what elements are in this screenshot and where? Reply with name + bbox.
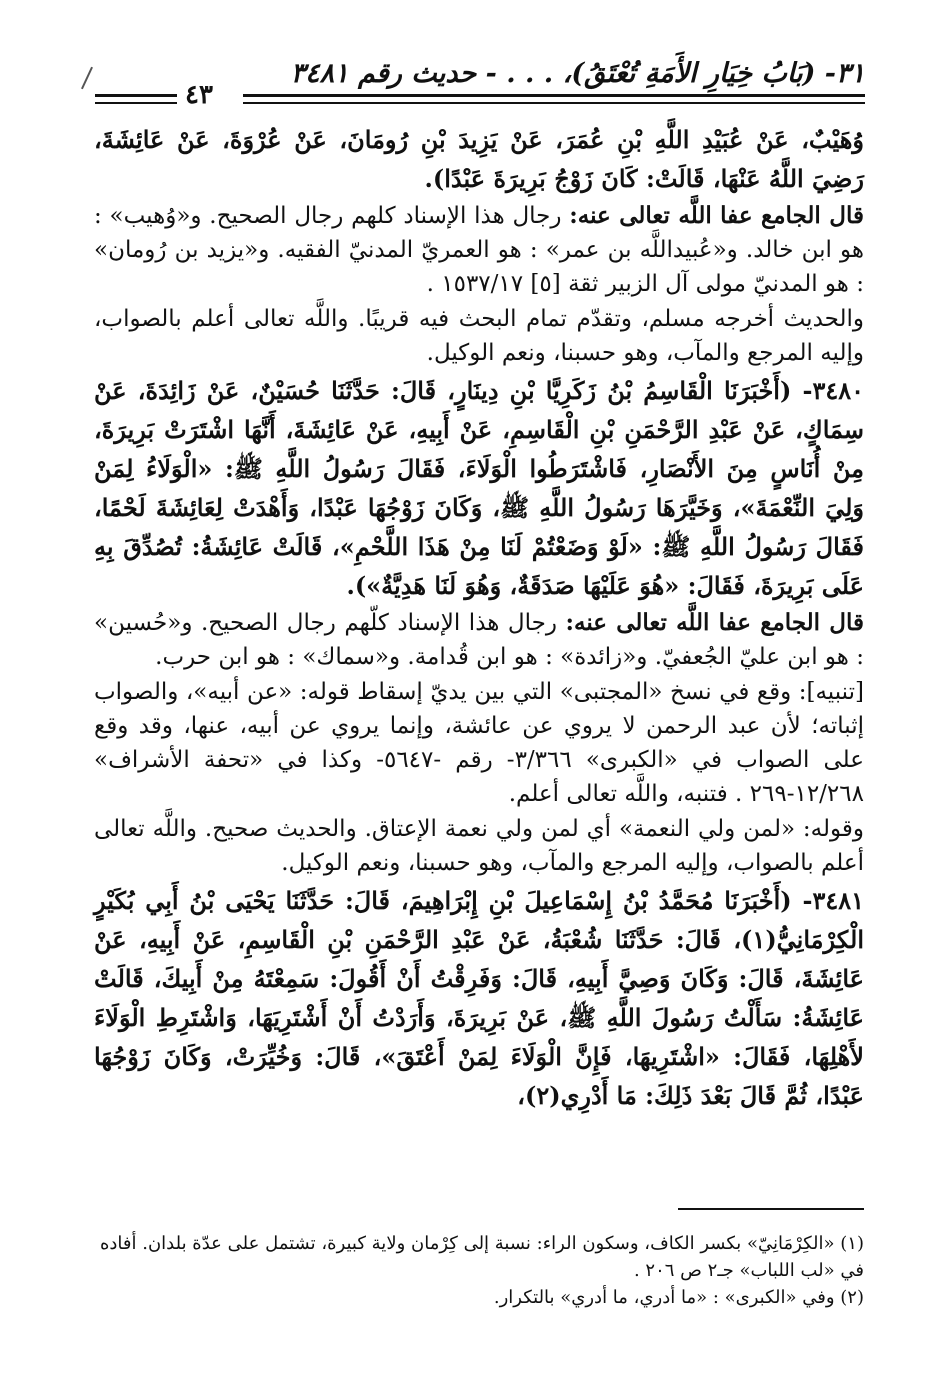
header-rule-left-top: [95, 94, 177, 97]
page-header: [95, 58, 865, 108]
paragraph-text: رجال هذا الإسناد كلهم رجال الصحيح. و«وُهيب» : هو ابن خالد. و«عُبيداللَّه بن عمر» : هو العمريّ المدنيّ الفقيه. و«يزيد بن رُومان» : هو المدنيّ مولى آل الزبير ثقة [٥] ١٥٣٧/١٧ .: [94, 203, 864, 297]
margin-mark: [81, 67, 93, 90]
header-rule-bottom: [243, 102, 865, 104]
commentary-paragraph: [94, 302, 864, 370]
paragraph-text: [تنبيه]: وقع في نسخ «المجتبى» التي بين يديّ إسقاط قوله: «عن أبيه»، والصواب إثباته؛ لأن عبد الرحمن لا يروي عن عائشة، وإنما يروي عن أبيه، عنها، وقد وقع على الصواب في «الكبرى» ٣/٣٦٦- رقم -٥٦٤٧- وكذا في «تحفة الأشراف» ١٢/٢٦٨-٢٦٩ . فتنبه، واللَّه تعالى أعلم.: [94, 679, 865, 807]
paragraph-text: ٣٤٨٠- (أَخْبَرَنَا الْقَاسِمُ بْنُ زَكَرِيَّا بْنِ دِينَارٍ، قَالَ: حَدَّثَنَا حُسَيْنٌ، عَنْ زَائِدَةَ، عَنْ سِمَاكٍ، عَنْ عَبْدِ الرَّحْمَنِ بْنِ الْقَاسِمِ، عَنْ أَبِيهِ، عَنْ عَائِشَةَ، أَنَّهَا اشْتَرَتْ بَرِيرَةَ، مِنْ أُنَاسٍ مِنَ الأَنْصَارِ، فَاشْتَرَطُوا الْوَلَاءَ، فَقَالَ رَسُولُ اللَّهِ ﷺ: «الْوَلَاءُ لِمَنْ وَلِيَ النِّعْمَةَ»، وَخَيَّرَهَا رَسُولُ اللَّهِ ﷺ، وَكَانَ زَوْجُهَا عَبْدًا، وَأَهْدَتْ لِعَائِشَةَ لَحْمًا، فَقَالَ رَسُولُ اللَّهِ ﷺ: «لَوْ وَضَعْتُمْ لَنَا مِنْ هَذَا اللَّحْمِ»، قَالَتْ عَائِشَةُ: تُصُدِّقَ بِهِ عَلَى بَرِيرَةَ، فَقَالَ: «هُوَ عَلَيْهَا صَدَقَةٌ، وَهُوَ لَنَا هَدِيَّةٌ»).: [94, 376, 864, 600]
hadith-3480: [94, 371, 864, 605]
footnote-separator: [678, 1208, 864, 1210]
paragraph-text: وقوله: «لمن ولي النعمة» أي لمن ولي نعمة الإعتاق. والحديث صحيح. واللَّه تعالى أعلم بالصواب، وإليه المرجع والمآب، وهو حسبنا، ونعم الوكيل.: [94, 816, 864, 876]
hadith-3481: [94, 881, 864, 1115]
footnote-1: (١) «الكِرْمَانِيّ» بكسر الكاف، وسكون الراء: نسبة إلى كِرْمان ولاية كبيرة، تشتمل على عدّة بلدان. أفاده في «لب اللباب» جـ٢ ص ٢٠٦ .: [99, 1233, 864, 1281]
paragraph-text: والحديث أخرجه مسلم، وتقدّم تمام البحث فيه قريبًا. واللَّه تعالى أعلم بالصواب، وإليه المرجع والمآب، وهو حسبنا، ونعم الوكيل.: [94, 306, 864, 366]
commentary-paragraph: [94, 606, 864, 674]
running-title: ٣١- (بَابُ خِيَارِ الأَمَةِ تُعْتَقُ)، . . . - حديث رقم ٣٤٨١: [290, 58, 865, 89]
paragraph-text: وُهَيْبٌ، عَنْ عُبَيْدِ اللَّهِ بْنِ عُمَرَ، عَنْ يَزِيدَ بْنِ رُومَانَ، عَنْ عُرْوَةَ، عَنْ عَائِشَةَ، رَضِيَ اللَّهُ عَنْهَا، قَالَتْ: كَانَ زَوْجُ بَرِيرَةَ عَبْدًا).: [94, 125, 864, 193]
paragraph-lead: قال الجامع عفا اللَّه تعالى عنه:: [569, 202, 864, 229]
page-number: ٤٣: [185, 80, 213, 110]
footnote-2: (٢) وفي «الكبرى» : «ما أدري، ما أدري» بالتكرار.: [493, 1287, 864, 1308]
paragraph-text: رجال هذا الإسناد كلّهم رجال الصحيح. و«حُسين» : هو ابن عليّ الجُعفيّ. و«زائدة» : هو ابن قُدامة. و«سماك» : هو ابن حرب.: [94, 610, 864, 670]
header-rule-left-bottom: [95, 102, 177, 104]
commentary-paragraph: [94, 812, 864, 880]
commentary-paragraph: [94, 199, 864, 301]
hadith-continuation: [94, 120, 864, 198]
paragraph-lead: قال الجامع عفا اللَّه تعالى عنه:: [565, 609, 864, 636]
paragraph-text: ٣٤٨١- (أَخْبَرَنَا مُحَمَّدُ بْنُ إِسْمَاعِيلَ بْنِ إِبْرَاهِيمَ، قَالَ: حَدَّثَنَا يَحْيَى بْنُ أَبِي بُكَيْرٍ الْكِرْمَانِيُّ(١)، قَالَ: حَدَّثَنَا شُعْبَةُ، عَنْ عَبْدِ الرَّحْمَنِ بْنِ الْقَاسِمِ، عَنْ أَبِيهِ، عَنْ عَائِشَةَ، قَالَ: وَكَانَ وَصِيَّ أَبِيهِ، قَالَ: وَفَرِقْتُ أَنْ أَقُولَ: سَمِعْتَهُ مِنْ أَبِيكَ، قَالَتْ عَائِشَةُ: سَأَلْتُ رَسُولَ اللَّهِ ﷺ، عَنْ بَرِيرَةَ، وَأَرَدْتُ أَنْ أَشْتَرِيَهَا، وَاشْتَرِطِ الْوَلَاءَ لأَهْلِهَا، فَقَالَ: «اشْتَرِيهَا، فَإِنَّ الْوَلَاءَ لِمَنْ أَعْتَقَ»، قَالَ: وَخُيِّرَتْ، وَكَانَ زَوْجُهَا عَبْدًا، ثُمَّ قَالَ بَعْدَ ذَلِكَ: مَا أَدْرِي(٢)،: [94, 886, 864, 1110]
footnotes: [94, 1230, 864, 1311]
main-text: [94, 120, 864, 1115]
header-rule-top: [243, 94, 865, 97]
note-paragraph: [94, 675, 864, 811]
